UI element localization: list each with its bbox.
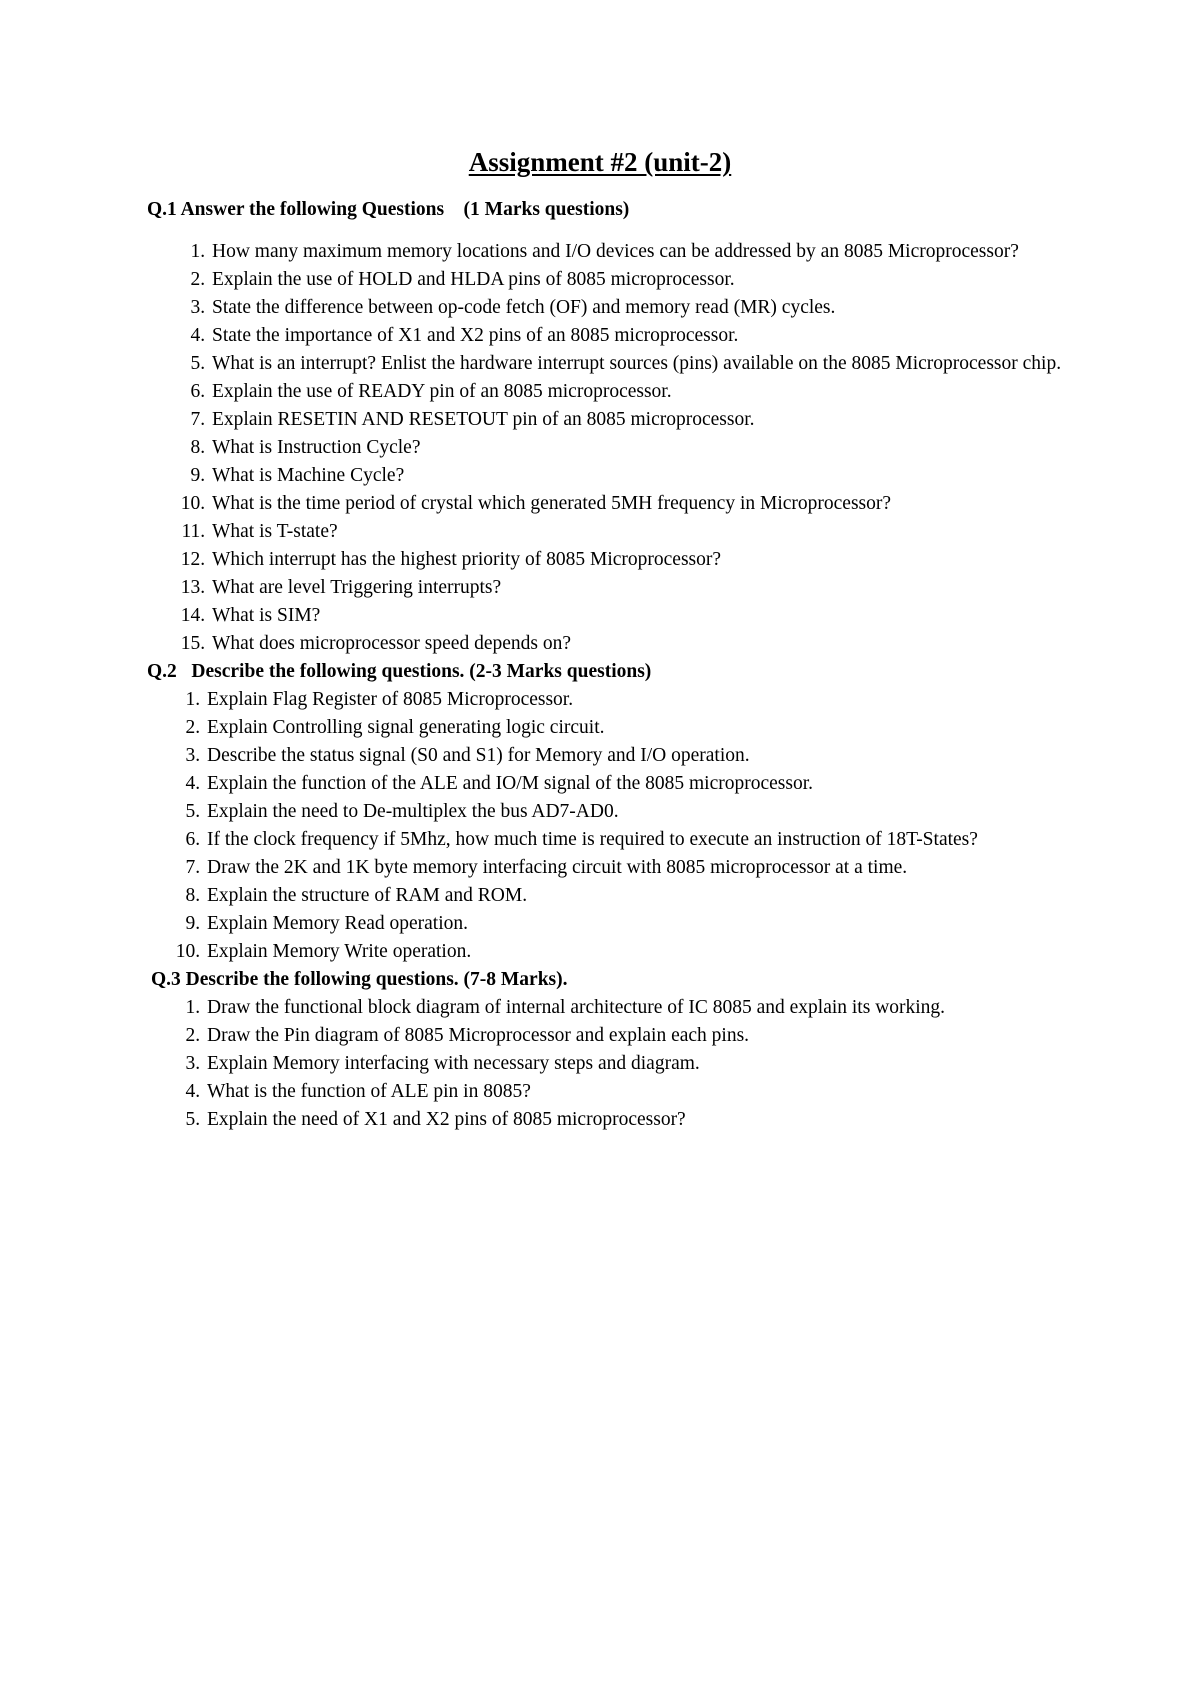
list-item: 2. Explain Controlling signal generating logic circuit. <box>205 714 1147 742</box>
list-item: 7. Explain RESETIN AND RESETOUT pin of an 8085 microprocessor. <box>210 406 1147 434</box>
list-item: 6. Explain the use of READY pin of an 8085 microprocessor. <box>210 378 1147 406</box>
list-item: 8. Explain the structure of RAM and ROM. <box>205 882 1147 910</box>
section-heading-q2: Q.2 Describe the following questions. (2-3 Marks questions) <box>147 661 652 682</box>
question-list-q1 <box>147 238 1147 658</box>
list-item: 10. What is the time period of crystal which generated 5MH frequency in Microprocessor? <box>210 490 1147 518</box>
list-item: 12. Which interrupt has the highest priority of 8085 Microprocessor? <box>210 546 1147 574</box>
list-item: 2. Explain the use of HOLD and HLDA pins of 8085 microprocessor. <box>210 266 1147 294</box>
list-item: 6. If the clock frequency if 5Mhz, how much time is required to execute an instruction of 18T-States? <box>205 826 1147 854</box>
list-item: 3. Explain Memory interfacing with necessary steps and diagram. <box>205 1050 1147 1078</box>
list-item: 14. What is SIM? <box>210 602 1147 630</box>
list-item: 5. Explain the need of X1 and X2 pins of 8085 microprocessor? <box>205 1106 1147 1134</box>
list-item: 9. Explain Memory Read operation. <box>205 910 1147 938</box>
list-item: 13. What are level Triggering interrupts? <box>210 574 1147 602</box>
list-item: 9. What is Machine Cycle? <box>210 462 1147 490</box>
page-title: Assignment #2 (unit-2) <box>468 147 732 177</box>
list-item: 4. What is the function of ALE pin in 8085? <box>205 1078 1147 1106</box>
section-heading-q1: Q.1 Answer the following Questions (1 Marks questions) <box>147 199 630 220</box>
list-item: 4. State the importance of X1 and X2 pins of an 8085 microprocessor. <box>210 322 1147 350</box>
section-heading-q3: Q.3 Describe the following questions. (7-8 Marks). <box>151 969 568 990</box>
list-item: 5. What is an interrupt? Enlist the hardware interrupt sources (pins) available on the 8085 Microprocessor chip. <box>210 350 1147 378</box>
list-item: 11. What is T-state? <box>210 518 1147 546</box>
list-item: 5. Explain the need to De-multiplex the bus AD7-AD0. <box>205 798 1147 826</box>
list-item: 10. Explain Memory Write operation. <box>205 938 1147 966</box>
list-item: 7. Draw the 2K and 1K byte memory interfacing circuit with 8085 microprocessor at a time. <box>205 854 1147 882</box>
question-list-q2 <box>147 686 1147 966</box>
list-item: 3. Describe the status signal (S0 and S1) for Memory and I/O operation. <box>205 742 1147 770</box>
list-item: 1. How many maximum memory locations and I/O devices can be addressed by an 8085 Microprocessor? <box>210 238 1147 266</box>
list-item: 3. State the difference between op-code fetch (OF) and memory read (MR) cycles. <box>210 294 1147 322</box>
question-list-q3 <box>147 994 1147 1134</box>
list-item: 15. What does microprocessor speed depends on? <box>210 630 1147 658</box>
list-item: 4. Explain the function of the ALE and IO/M signal of the 8085 microprocessor. <box>205 770 1147 798</box>
document-body <box>147 196 1147 1134</box>
list-item: 8. What is Instruction Cycle? <box>210 434 1147 462</box>
list-item: 2. Draw the Pin diagram of 8085 Microprocessor and explain each pins. <box>205 1022 1147 1050</box>
list-item: 1. Explain Flag Register of 8085 Microprocessor. <box>205 686 1147 714</box>
list-item: 1. Draw the functional block diagram of internal architecture of IC 8085 and explain its working. <box>205 994 1147 1022</box>
